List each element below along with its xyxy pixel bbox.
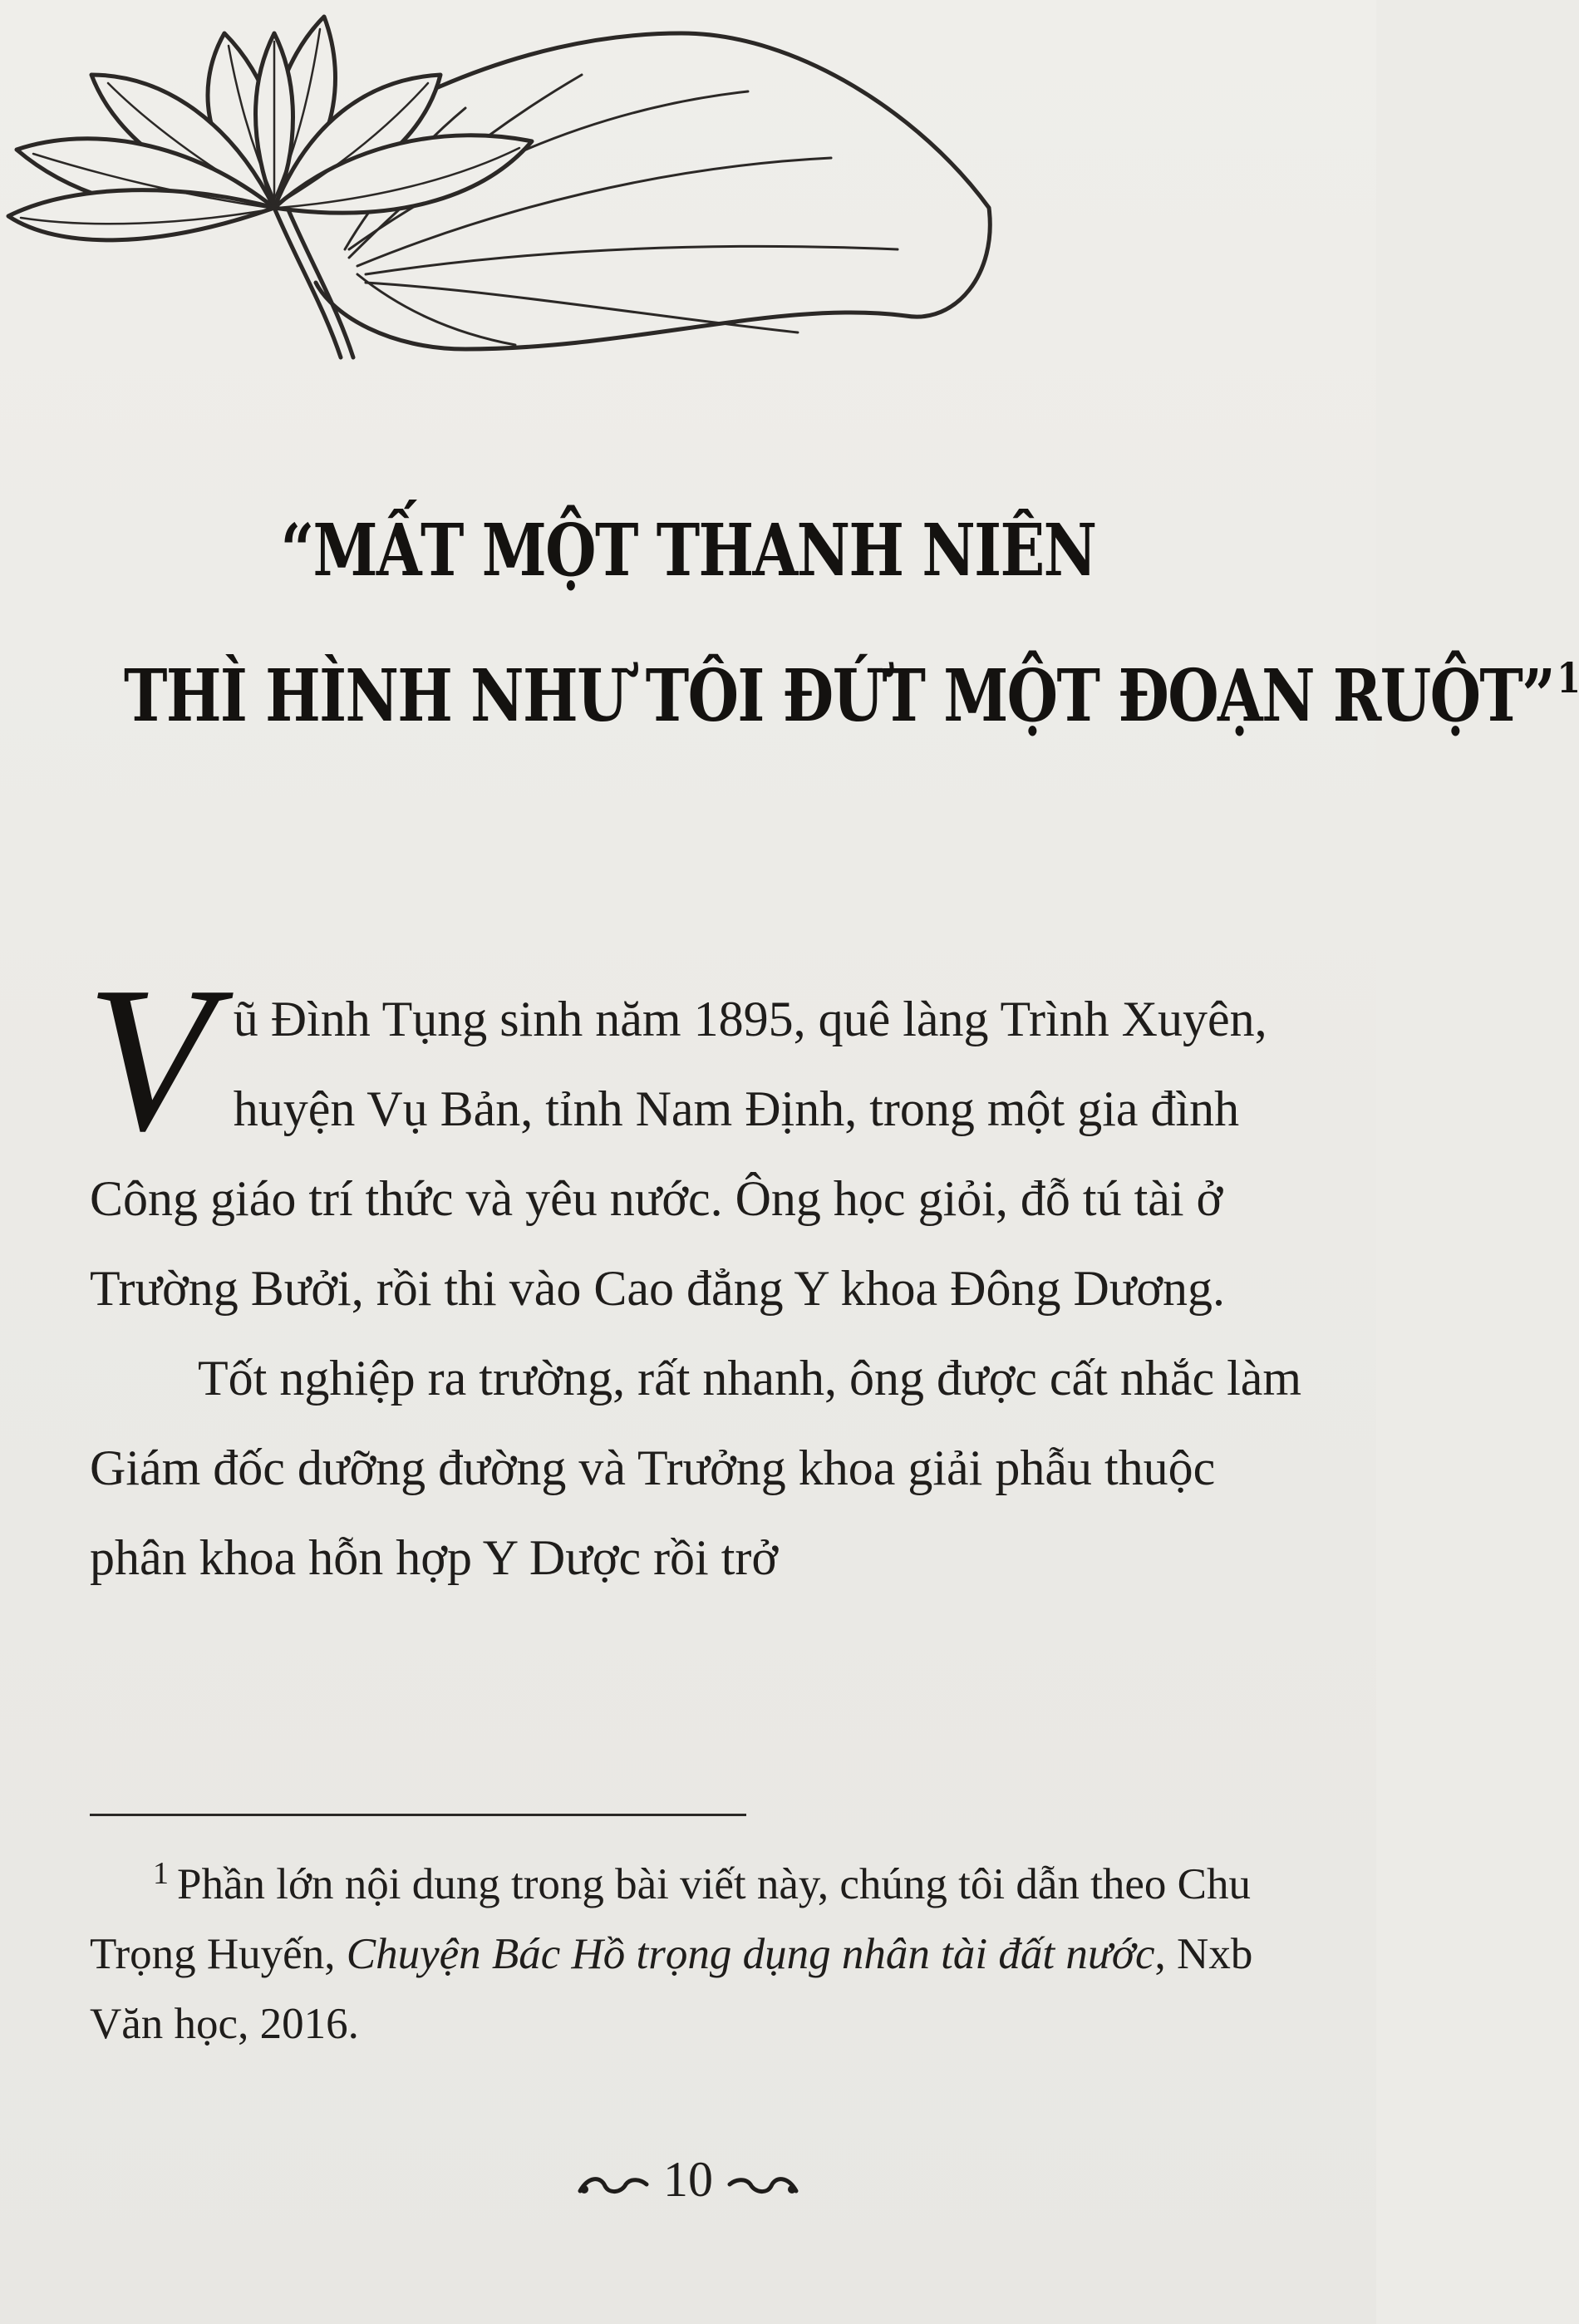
paragraph-1 [86,944,1303,1333]
drop-cap: V [86,944,214,1174]
footnote-text-before: Phần lớn nội dung trong bài viết này, chúng tôi dẫn theo Chu Trọng Huyến, [90,1860,1252,1978]
lotus-illustration [0,0,1006,366]
right-ornament-icon [726,2168,800,2201]
footnote-book-title: Chuyện Bác Hồ trọng dụng nhân tài đất nước [346,1930,1155,1978]
left-ornament-icon [576,2168,651,2201]
page-number-text: 10 [663,2152,713,2207]
paragraph-2: Tốt nghiệp ra trường, rất nhanh, ông được cất nhắc làm Giám đốc dưỡng đường và Trưởng khoa giải phẫu thuộc phân khoa hỗn hợp Y Dược rồi trở [90,1351,1302,1585]
footnote-separator [90,1814,746,1816]
footnote-mark: 1 [153,1856,169,1891]
page-number [0,2151,1376,2208]
paragraph-1-text: ũ Đình Tụng sinh năm 1895, quê làng Trình Xuyên, huyện Vụ Bản, tỉnh Nam Định, trong một gia đình Công giáo trí thức và yêu nước. Ông học giỏi, đỗ tú tài ở Trường Bưởi, rồi thi vào Cao đẳng Y khoa Đông Dương. [90,992,1267,1316]
body-text [86,944,1303,1603]
footnote [90,1839,1303,2059]
title-footnote-ref: 1 [1557,653,1579,702]
chapter-title-line-1: “MẤT MỘT THANH NIÊN [280,509,1096,593]
chapter-title-line-2-text: THÌ HÌNH NHƯ TÔI ĐỨT MỘT ĐOẠN RUỘT” [124,654,1555,738]
footnote-text-after: , Nxb Văn học, 2016. [90,1930,1253,2048]
chapter-title-line-2 [124,653,1579,738]
